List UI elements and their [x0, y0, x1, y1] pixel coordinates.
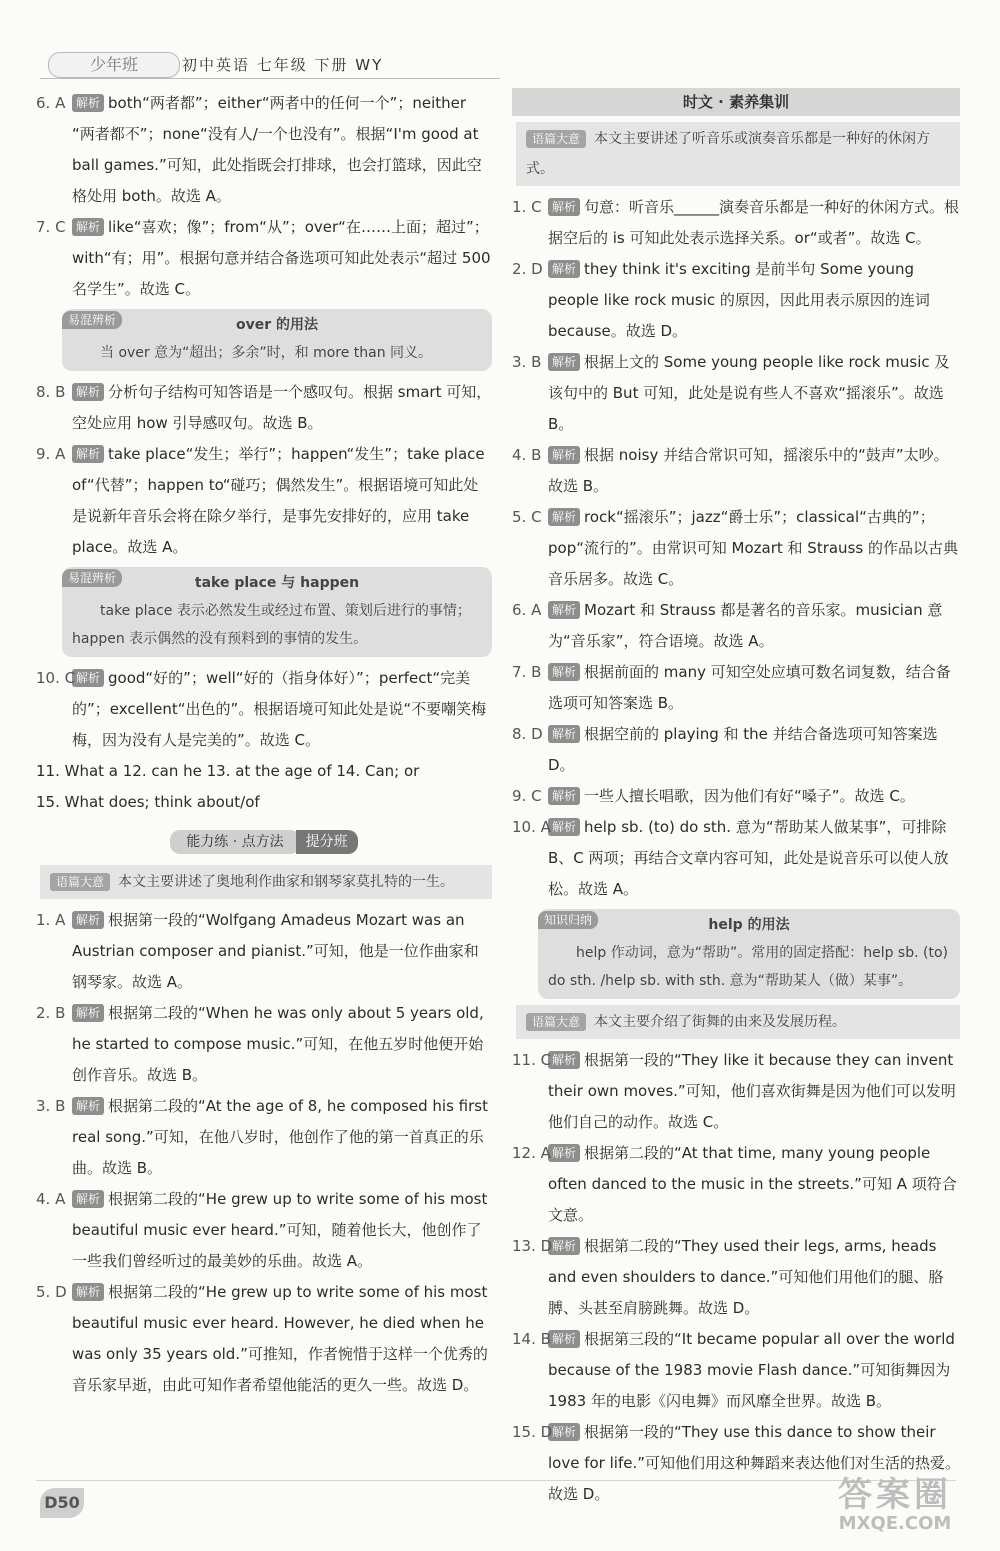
summary-text: 本文主要介绍了街舞的由来及发展历程。 [594, 1014, 847, 1030]
analysis-tag: 解析 [548, 260, 580, 278]
note-title: help 的用法 [708, 917, 790, 933]
analysis-tag: 解析 [72, 94, 104, 112]
answer-number: 2. D [512, 260, 543, 278]
note-title: take place 与 happen [194, 575, 360, 591]
answer-number: 8. B [36, 383, 66, 401]
right-column [512, 88, 960, 1510]
answer-text: 根据第二段的“He grew up to write some of his most beautiful music ever heard.”可知，随着他长大，他创作了一些我们曾经听过的最美妙的乐曲。故选 A。 [72, 1190, 488, 1270]
answer-number: 6. A [512, 601, 542, 619]
analysis-tag: 解析 [548, 198, 580, 216]
watermark-url: MXQE.COM [838, 1513, 952, 1534]
analysis-tag: 解析 [548, 818, 580, 836]
answer-number: 3. B [512, 353, 542, 371]
answer-item [36, 998, 492, 1091]
fill-answers: 15. What does; think about/of [36, 793, 260, 811]
answer-number: 9. A [36, 445, 66, 463]
answer-text: both“两者都”；either“两者中的任何一个”；neither “两者都不”；none“没有人/一个也没有”。根据“I'm good at ball games.”可知，此处指既会打排球，也会打篮球，因此空格处用 both。故选 A。 [72, 94, 482, 205]
summary-badge: 语篇大意 [526, 1013, 586, 1031]
answer-number: 5. C [512, 508, 542, 526]
page-number: D50 [40, 1488, 84, 1518]
note-box [62, 309, 492, 371]
answer-number: 8. D [512, 725, 543, 743]
answer-text: take place“发生；举行”；happen“发生”；take place of“代替”；happen to“碰巧；偶然发生”。根据语境可知此处是说新年音乐会将在除夕举行，是事先安排好的，应用 take place。故选 A。 [72, 445, 485, 556]
analysis-tag: 解析 [548, 1237, 580, 1255]
analysis-tag: 解析 [72, 1190, 104, 1208]
passage-summary [516, 1005, 960, 1039]
answer-number: 6. A [36, 94, 66, 112]
summary-badge: 语篇大意 [526, 130, 586, 148]
answer-text: 句意：听音乐______演奏音乐都是一种好的休闲方式。根据空后的 is 可知此处表示选择关系。or“或者”。故选 C。 [548, 198, 960, 247]
note-badge: 知识归纳 [538, 911, 598, 929]
answer-number: 4. A [36, 1190, 66, 1208]
analysis-tag: 解析 [548, 601, 580, 619]
answer-item [36, 1277, 492, 1401]
answer-text: rock“摇滚乐”；jazz“爵士乐”；classical“古典的”；pop“流行的”。由常识可知 Mozart 和 Strauss 的作品以古典音乐居多。故选 C。 [548, 508, 958, 588]
answer-number: 7. C [36, 218, 66, 236]
answer-number: 5. D [36, 1283, 67, 1301]
answer-item [36, 212, 492, 305]
analysis-tag: 解析 [72, 383, 104, 401]
note-badge: 易混辨析 [62, 311, 122, 329]
answer-text: 根据第二段的“They used their legs, arms, heads and even shoulders to dance.”可知他们用他们的腿、胳膊、头甚至肩膀跳舞。故选 D。 [548, 1237, 944, 1317]
note-title: over 的用法 [235, 317, 319, 333]
analysis-tag: 解析 [548, 1423, 580, 1441]
note-text: help 作动词，意为“帮助”。常用的固定搭配：help sb. (to) do sth. /help sb. with sth. 意为“帮助某人（做）某事”。 [548, 945, 948, 989]
page-header [40, 50, 500, 80]
left-column [36, 88, 492, 1401]
analysis-tag: 解析 [548, 1330, 580, 1348]
passage-summary [516, 122, 960, 186]
summary-text: 本文主要讲述了听音乐或演奏音乐都是一种好的休闲方式。 [526, 131, 931, 177]
answer-item [512, 347, 960, 440]
answer-number: 7. B [512, 663, 542, 681]
answer-text: 根据第二段的“At the age of 8, he composed his first real song.”可知，在他八岁时，他创作了他的第一首真正的乐曲。故选 B。 [72, 1097, 488, 1177]
answer-text: 根据第一段的“They like it because they can invent their own moves.”可知，他们喜欢街舞是因为他们可以发明他们自己的动作。故选 C。 [548, 1051, 956, 1131]
banner-left: 能力练 · 点方法 [170, 830, 299, 854]
answer-number: 14. B [512, 1330, 551, 1348]
answer-text: 分析句子结构可知答语是一个感叹句。根据 smart 可知，空处应用 how 引导感叹句。故选 B。 [72, 383, 492, 432]
analysis-tag: 解析 [548, 446, 580, 464]
answer-number: 11. C [512, 1051, 552, 1069]
analysis-tag: 解析 [72, 669, 104, 687]
answer-item [36, 1184, 492, 1277]
watermark [800, 1475, 990, 1538]
note-box [538, 909, 960, 999]
answer-text: good“好的”；well“好的（指身体好）”；perfect“完美的”；excellent“出色的”。根据语境可知此处是说“不要嘲笑梅梅，因为没有人是完美的”。故选 C。 [72, 669, 487, 749]
analysis-tag: 解析 [72, 1004, 104, 1022]
answer-number: 12. A [512, 1144, 551, 1162]
section-title: 时文 · 素养集训 [512, 88, 960, 116]
note-box [62, 567, 492, 657]
answer-text: 一些人擅长唱歌，因为他们有好“嗓子”。故选 C。 [584, 787, 915, 805]
book-info: 初中英语 七年级 下册 WY [182, 56, 384, 74]
answer-item [36, 88, 492, 212]
answer-item [512, 1045, 960, 1138]
answer-item [512, 254, 960, 347]
analysis-tag: 解析 [72, 911, 104, 929]
answer-text: Mozart 和 Strauss 都是著名的音乐家。musician 意为“音乐家”，符合语境。故选 A。 [548, 601, 943, 650]
answer-item [512, 1138, 960, 1231]
answer-text: 根据第一段的“They use this dance to show their love for life.”可知他们用这种舞蹈来表达他们对生活的热爱。故选 D。 [548, 1423, 960, 1503]
analysis-tag: 解析 [72, 1097, 104, 1115]
analysis-tag: 解析 [548, 725, 580, 743]
answer-item [36, 1091, 492, 1184]
answer-number: 3. B [36, 1097, 66, 1115]
analysis-tag: 解析 [72, 1283, 104, 1301]
answer-item [36, 377, 492, 439]
answer-text: 根据第三段的“It became popular all over the world because of the 1983 movie Flash dance.”可知街舞因为 1983 年的电影《闪电舞》而风靡全世界。故选 B。 [548, 1330, 955, 1410]
answer-text: 根据上文的 Some young people like rock music 及该句中的 But 可知，此处是说有些人不喜欢“摇滚乐”。故选 B。 [548, 353, 950, 433]
answer-text: 根据空前的 playing 和 the 并结合备选项可知答案选 D。 [548, 725, 938, 774]
answer-number: 2. B [36, 1004, 66, 1022]
answer-text: they think it's exciting 是前半句 Some young people like rock music 的原因，因此用表示原因的连词 because。故选 D。 [548, 260, 930, 340]
answer-number: 1. A [36, 911, 66, 929]
answer-number: 10. C [36, 669, 76, 687]
analysis-tag: 解析 [548, 1051, 580, 1069]
answer-text: 根据第二段的“He grew up to write some of his most beautiful music ever heard. However, he died when he was only 35 years old.”可推知，作者惋惜于这样一个优秀的音乐家早逝，由此可知作者希望他能活的更久一些。故选 D。 [72, 1283, 488, 1394]
banner-right: 提分班 [296, 830, 358, 854]
analysis-tag: 解析 [548, 1144, 580, 1162]
analysis-tag: 解析 [72, 445, 104, 463]
answer-item [36, 439, 492, 563]
answer-number: 4. B [512, 446, 542, 464]
passage-summary [40, 865, 492, 899]
analysis-tag: 解析 [548, 353, 580, 371]
answer-text: 根据第二段的“When he was only about 5 years old, he started to compose music.”可知，在他五岁时他便开始创作音乐。故选 B。 [72, 1004, 484, 1084]
fill-answers: 11. What a 12. can he 13. at the age of 14. Can; or [36, 762, 420, 780]
note-text: take place 表示必然发生或经过布置、策划后进行的事情；happen 表示偶然的没有预料到的事情的发生。 [72, 603, 471, 647]
answer-item [512, 812, 960, 905]
answer-number: 10. A [512, 818, 551, 836]
answer-text: 根据 noisy 并结合常识可知，摇滚乐中的“鼓声”太吵。故选 B。 [548, 446, 949, 495]
answer-item [36, 663, 492, 756]
section-banner [36, 826, 492, 857]
answer-item [36, 905, 492, 998]
answer-text: 根据第一段的“Wolfgang Amadeus Mozart was an Austrian composer and pianist.”可知，他是一位作曲家和钢琴家。故选 A。 [72, 911, 479, 991]
answer-number: 13. D [512, 1237, 553, 1255]
answer-number: 1. C [512, 198, 542, 216]
header-divider [40, 78, 500, 79]
summary-badge: 语篇大意 [50, 873, 110, 891]
watermark-title: 答案圈 [838, 1475, 952, 1515]
answer-text: help sb. (to) do sth. 意为“帮助某人做某事”，可排除 B、C 两项；再结合文章内容可知，此处是说音乐可以使人放松。故选 A。 [548, 818, 949, 898]
note-text: 当 over 意为“超出；多余”时，和 more than 同义。 [100, 345, 433, 361]
answer-item [512, 657, 960, 719]
answer-item [512, 502, 960, 595]
analysis-tag: 解析 [548, 508, 580, 526]
answer-text: 根据第二段的“At that time, many young people often danced to the music in the streets.”可知 A 项符合文意。 [548, 1144, 957, 1224]
answer-item [512, 1324, 960, 1417]
analysis-tag: 解析 [548, 663, 580, 681]
answer-item [512, 595, 960, 657]
analysis-tag: 解析 [548, 787, 580, 805]
answer-text: 根据前面的 many 可知空处应填可数名词复数，结合备选项可知答案选 B。 [548, 663, 951, 712]
answer-item [512, 192, 960, 254]
answer-item [512, 440, 960, 502]
answer-number: 15. D [512, 1423, 553, 1441]
answer-item [512, 719, 960, 781]
answer-number: 9. C [512, 787, 542, 805]
answer-item [512, 1231, 960, 1324]
analysis-tag: 解析 [72, 218, 104, 236]
summary-text: 本文主要讲述了奥地利作曲家和钢琴家莫扎特的一生。 [118, 874, 455, 890]
brand-logo: 少年班 [48, 52, 180, 78]
note-badge: 易混辨析 [62, 569, 122, 587]
answer-item [512, 781, 960, 812]
answer-text: like“喜欢；像”；from“从”；over“在……上面；超过”；with“有；用”。根据句意并结合备选项可知此处表示“超过 500 名学生”。故选 C。 [72, 218, 491, 298]
